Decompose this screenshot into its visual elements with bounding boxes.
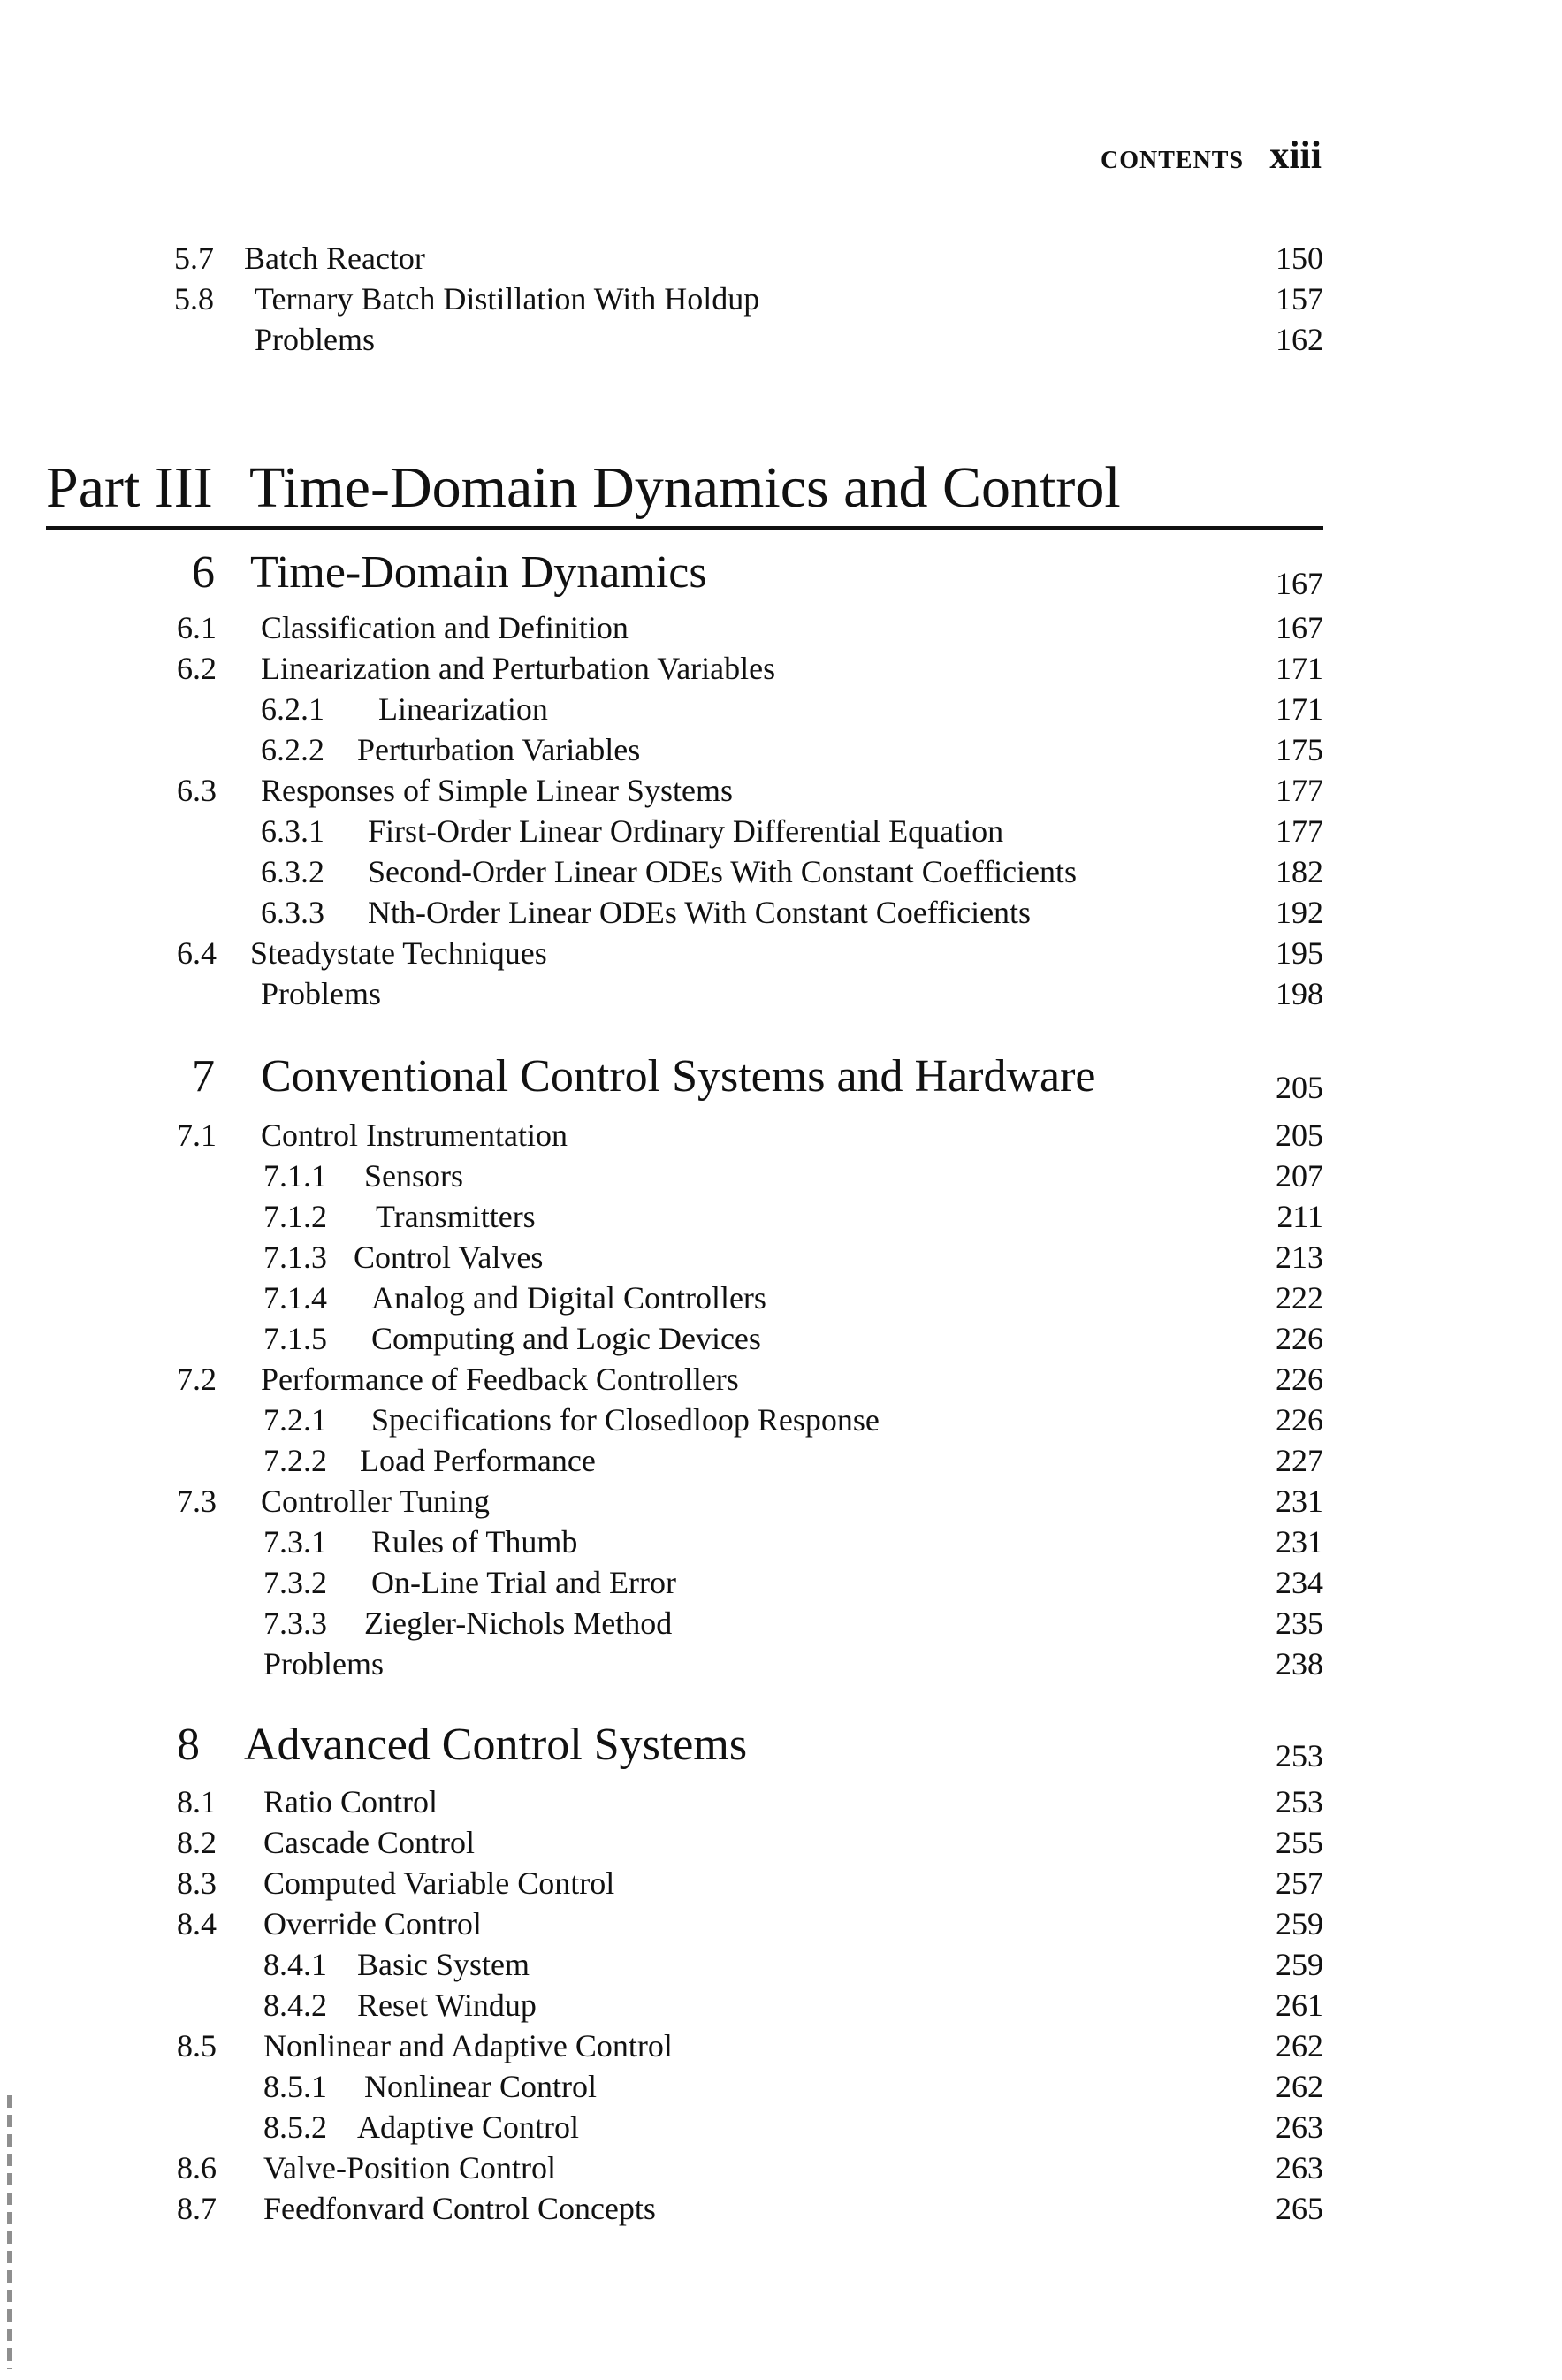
section-title: Computed Variable Control xyxy=(263,1865,615,1901)
section-page: 195 xyxy=(1276,935,1323,971)
section-title: Linearization and Perturbation Variables xyxy=(261,651,776,686)
section-page: 175 xyxy=(1276,732,1323,767)
section-number: 7.2.2 xyxy=(263,1443,327,1478)
section-number: 8.4.2 xyxy=(263,1987,327,2023)
section-title: Control Instrumentation xyxy=(261,1118,568,1153)
section-title: On-Line Trial and Error xyxy=(371,1565,676,1600)
section-title: Control Valves xyxy=(354,1240,544,1275)
section-number: 8.2 xyxy=(177,1825,217,1860)
section-page: 262 xyxy=(1276,2028,1323,2063)
section-title: Load Performance xyxy=(360,1443,596,1478)
section-page: 198 xyxy=(1276,976,1323,1011)
section-number: 6.2.1 xyxy=(261,691,324,727)
section-page: 222 xyxy=(1276,1280,1323,1316)
section-page: 231 xyxy=(1276,1484,1323,1519)
section-page: 213 xyxy=(1276,1240,1323,1275)
section-page: 150 xyxy=(1276,240,1323,276)
section-page: 261 xyxy=(1276,1987,1323,2023)
section-title: Override Control xyxy=(263,1906,482,1941)
part-title: Time-Domain Dynamics and Control xyxy=(249,455,1121,520)
section-number: 8.4.1 xyxy=(263,1947,327,1982)
section-title: Ratio Control xyxy=(263,1784,438,1819)
chapter-number: 8 xyxy=(177,1720,200,1770)
section-page: 259 xyxy=(1276,1947,1323,1982)
section-page: 231 xyxy=(1276,1524,1323,1560)
section-number: 6.3.3 xyxy=(261,895,324,930)
chapter-number: 7 xyxy=(192,1051,215,1102)
chapter-title: Time-Domain Dynamics xyxy=(250,547,707,598)
section-number: 6.2.2 xyxy=(261,732,324,767)
section-page: 192 xyxy=(1276,895,1323,930)
section-number: 7.1 xyxy=(177,1118,217,1153)
section-page: 265 xyxy=(1276,2191,1323,2226)
scan-edge-mark xyxy=(7,2095,12,2369)
section-page: 207 xyxy=(1276,1158,1323,1194)
section-page: 162 xyxy=(1276,322,1323,357)
section-page: 227 xyxy=(1276,1443,1323,1478)
section-number: 8.5 xyxy=(177,2028,217,2063)
section-page: 157 xyxy=(1276,281,1323,317)
section-number: 7.3.2 xyxy=(263,1565,327,1600)
section-number: 7.1.1 xyxy=(263,1158,327,1194)
section-page: 177 xyxy=(1276,773,1323,808)
section-title: Perturbation Variables xyxy=(357,732,641,767)
section-number: 8.5.1 xyxy=(263,2069,327,2104)
running-head-label: CONTENTS xyxy=(1101,147,1245,174)
section-title: Second-Order Linear ODEs With Constant Coefficients xyxy=(368,854,1078,889)
section-title: Analog and Digital Controllers xyxy=(371,1280,766,1316)
section-title: Problems xyxy=(261,976,382,1011)
section-title: Responses of Simple Linear Systems xyxy=(261,773,733,808)
section-page: 259 xyxy=(1276,1906,1323,1941)
section-page: 226 xyxy=(1276,1402,1323,1438)
section-page: 263 xyxy=(1276,2109,1323,2145)
section-title: Feedfonvard Control Concepts xyxy=(263,2191,656,2226)
section-page: 177 xyxy=(1276,813,1323,849)
section-page: 262 xyxy=(1276,2069,1323,2104)
section-title: Sensors xyxy=(364,1158,464,1194)
section-title: Rules of Thumb xyxy=(371,1524,578,1560)
section-title: Nth-Order Linear ODEs With Constant Coefficients xyxy=(368,895,1032,930)
section-title: Reset Windup xyxy=(357,1987,537,2023)
part-label: Part III xyxy=(46,455,213,520)
section-page: 255 xyxy=(1276,1825,1323,1860)
section-page: 234 xyxy=(1276,1565,1323,1600)
section-title: Linearization xyxy=(378,691,548,727)
section-number: 6.1 xyxy=(177,610,217,645)
section-title: Basic System xyxy=(357,1947,530,1982)
section-page: 167 xyxy=(1276,610,1323,645)
section-title: Ternary Batch Distillation With Holdup xyxy=(255,281,760,317)
section-number: 6.2 xyxy=(177,651,217,686)
section-page: 171 xyxy=(1276,691,1323,727)
section-title: Steadystate Techniques xyxy=(250,935,547,971)
section-number: 7.2 xyxy=(177,1362,217,1397)
section-number: 8.5.2 xyxy=(263,2109,327,2145)
section-page: 263 xyxy=(1276,2150,1323,2185)
section-page: 257 xyxy=(1276,1865,1323,1901)
chapter-number: 6 xyxy=(192,547,215,598)
section-title: Problems xyxy=(255,322,376,357)
section-number: 7.3.3 xyxy=(263,1606,327,1641)
section-title: Cascade Control xyxy=(263,1825,475,1860)
section-title: Problems xyxy=(263,1646,385,1682)
page-number: xiii xyxy=(1269,133,1322,177)
chapter-page: 167 xyxy=(1276,566,1323,601)
section-page: 205 xyxy=(1276,1118,1323,1153)
section-number: 8.3 xyxy=(177,1865,217,1901)
part-rule xyxy=(46,526,1323,530)
section-title: Batch Reactor xyxy=(244,240,425,276)
section-number: 7.3 xyxy=(177,1484,217,1519)
section-number: 7.3.1 xyxy=(263,1524,327,1560)
section-number: 5.7 xyxy=(174,240,214,276)
section-page: 211 xyxy=(1276,1199,1323,1234)
section-title: Ziegler-Nichols Method xyxy=(364,1606,673,1641)
section-title: Classification and Definition xyxy=(261,610,629,645)
section-title: Transmitters xyxy=(376,1199,536,1234)
section-number: 7.1.3 xyxy=(263,1240,327,1275)
section-title: Valve-Position Control xyxy=(263,2150,556,2185)
section-number: 6.3.2 xyxy=(261,854,324,889)
section-page: 226 xyxy=(1276,1321,1323,1356)
section-number: 8.6 xyxy=(177,2150,217,2185)
part-heading xyxy=(46,453,1323,523)
section-number: 7.1.4 xyxy=(263,1280,327,1316)
section-number: 5.8 xyxy=(174,281,214,317)
section-title: Computing and Logic Devices xyxy=(371,1321,761,1356)
section-number: 6.4 xyxy=(177,935,217,971)
section-number: 6.3 xyxy=(177,773,217,808)
section-page: 171 xyxy=(1276,651,1323,686)
section-number: 6.3.1 xyxy=(261,813,324,849)
section-title: Performance of Feedback Controllers xyxy=(261,1362,739,1397)
chapter-page: 205 xyxy=(1276,1070,1323,1105)
chapter-page: 253 xyxy=(1276,1738,1323,1774)
section-title: Specifications for Closedloop Response xyxy=(371,1402,880,1438)
section-title: First-Order Linear Ordinary Differential Equation xyxy=(368,813,1004,849)
section-number: 8.1 xyxy=(177,1784,217,1819)
section-page: 238 xyxy=(1276,1646,1323,1682)
section-number: 8.7 xyxy=(177,2191,217,2226)
section-number: 7.1.2 xyxy=(263,1199,327,1234)
running-head xyxy=(1101,133,1322,177)
section-title: Nonlinear Control xyxy=(364,2069,597,2104)
chapter-title: Advanced Control Systems xyxy=(244,1720,748,1770)
section-title: Adaptive Control xyxy=(357,2109,579,2145)
section-number: 8.4 xyxy=(177,1906,217,1941)
section-page: 226 xyxy=(1276,1362,1323,1397)
section-page: 235 xyxy=(1276,1606,1323,1641)
section-title: Nonlinear and Adaptive Control xyxy=(263,2028,673,2063)
section-title: Controller Tuning xyxy=(261,1484,491,1519)
section-page: 182 xyxy=(1276,854,1323,889)
section-page: 253 xyxy=(1276,1784,1323,1819)
chapter-title: Conventional Control Systems and Hardware xyxy=(261,1051,1096,1102)
section-number: 7.1.5 xyxy=(263,1321,327,1356)
section-number: 7.2.1 xyxy=(263,1402,327,1438)
